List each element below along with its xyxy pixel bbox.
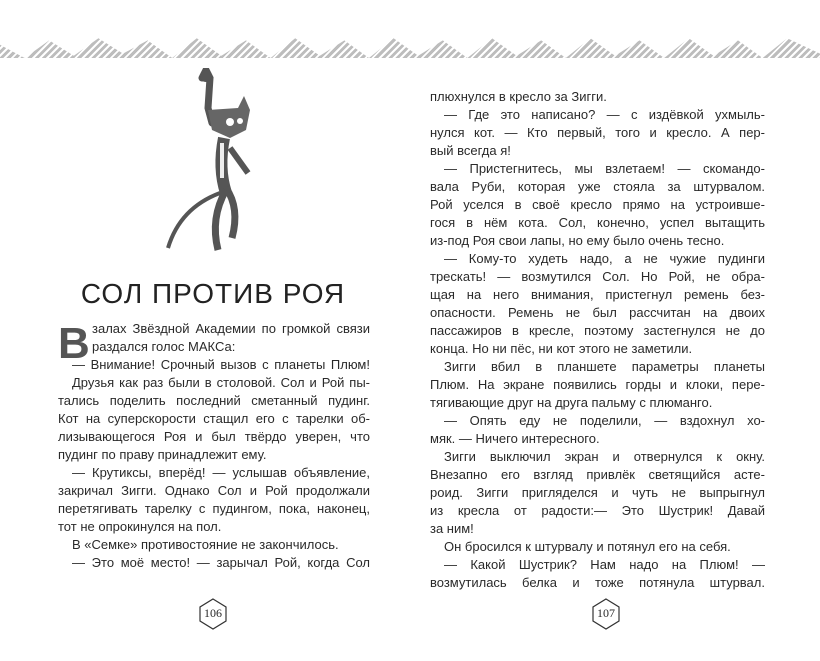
- text-line: гося в нём кота. Сол, конечно, успел вытащить: [430, 215, 765, 230]
- text-line: опасности. Ремень не был рассчитан на двоих: [430, 305, 765, 320]
- text-line: лизывающегося Роя и был твёрдо уверен, что: [58, 429, 370, 444]
- text-line: тались поделить последний сметанный пудинг.: [58, 393, 370, 408]
- text-line: вый всегда я!: [430, 143, 511, 158]
- text-line: мяк. — Ничего интересного.: [430, 431, 600, 446]
- text-line: перетягивать тарелку с пудингом, пока, наконец,: [58, 501, 370, 516]
- text-line: плюхнулся в кресло за Зигги.: [430, 89, 607, 104]
- text-line: Друзья как раз были в столовой. Сол и Рой пы-: [72, 375, 370, 390]
- text-line: Кот на суперскорости стащил его с тарелки об-: [58, 411, 370, 426]
- text-line: — Это моё место! — зарычал Рой, когда Сол: [72, 555, 370, 570]
- text-line: из кресла от радости:— Это Шустрик! Давай: [430, 503, 765, 518]
- text-line: — Кому-то худеть надо, а не чужие пудинги: [444, 251, 765, 266]
- text-line: — Пристегнитесь, мы взлетаем! — скомандо-: [444, 161, 765, 176]
- page-number-text: 106: [204, 606, 222, 620]
- decorative-top-border: [0, 36, 820, 58]
- text-line: залах Звёздной Академии по громкой связи: [92, 321, 370, 336]
- text-line: нулся кот. — Кто первый, того и кресло. А пер-: [430, 125, 765, 140]
- cat-illustration: [160, 68, 270, 263]
- drop-cap: В: [58, 319, 90, 368]
- text-line: роид. Зигги пригляделся и чуть не выпрыгнул: [430, 485, 765, 500]
- text-line: за ним!: [430, 521, 474, 536]
- text-line: щая на него внимания, пристегнул ремень без-: [430, 287, 765, 302]
- text-line: пассажиров в кресле, поэтому застегнулся не до: [430, 323, 765, 338]
- left-page-text: [58, 320, 370, 572]
- text-line: — Какой Шустрик? Нам надо на Плюм! —: [444, 557, 765, 572]
- page-number-right: [592, 598, 620, 630]
- text-line: тот не опрокинулся на пол.: [58, 519, 222, 534]
- text-line: Плюм. На экране появились горды и клоки, пере-: [430, 377, 765, 392]
- text-line: В «Семке» противостояние не закончилось.: [72, 537, 339, 552]
- text-line: раздался голос МАКСа:: [92, 339, 236, 354]
- text-line: конца. Но ни пёс, ни кот этого не заметили.: [430, 341, 693, 356]
- text-line: Зигги вбил в планшете параметры планеты: [444, 359, 765, 374]
- text-line: тягивающие друг на друга пальму с плюманго.: [430, 395, 713, 410]
- text-line: закричал Зигги. Однако Сол и Рой продолжали: [58, 483, 370, 498]
- text-line: — Опять еду не поделили, — вздохнул хо-: [444, 413, 765, 428]
- text-line: — Где это написано? — с издёвкой ухмыль-: [444, 107, 765, 122]
- text-line: Он бросился к штурвалу и потянул его на себя.: [444, 539, 731, 554]
- text-line: вала Руби, которая уже стояла за штурвалом.: [430, 179, 765, 194]
- page-number-text: 107: [597, 606, 615, 620]
- text-line: — Внимание! Срочный вызов с планеты Плюм!: [72, 357, 370, 372]
- text-line: Внезапно его взгляд привлёк светящийся асте-: [430, 467, 765, 482]
- right-page-text: [430, 88, 765, 592]
- chapter-title: СОЛ ПРОТИВ РОЯ: [80, 278, 346, 309]
- text-line: из-под Роя свои лапы, но ему было очень тесно.: [430, 233, 725, 248]
- text-line: возмутилась белка и тоже потянула штурвал.: [430, 575, 765, 590]
- page-number-left: [199, 598, 227, 630]
- text-line: Рой уселся в своё кресло прямо на устроивше-: [430, 197, 765, 212]
- text-line: — Крутиксы, вперёд! — услышав объявление,: [72, 465, 370, 480]
- text-line: трескать! — возмутился Сол. Но Рой, не обра-: [430, 269, 765, 284]
- text-line: пудинг по праву принадлежит ему.: [58, 447, 267, 462]
- text-line: Зигги выключил экран и отвернулся к окну.: [444, 449, 765, 464]
